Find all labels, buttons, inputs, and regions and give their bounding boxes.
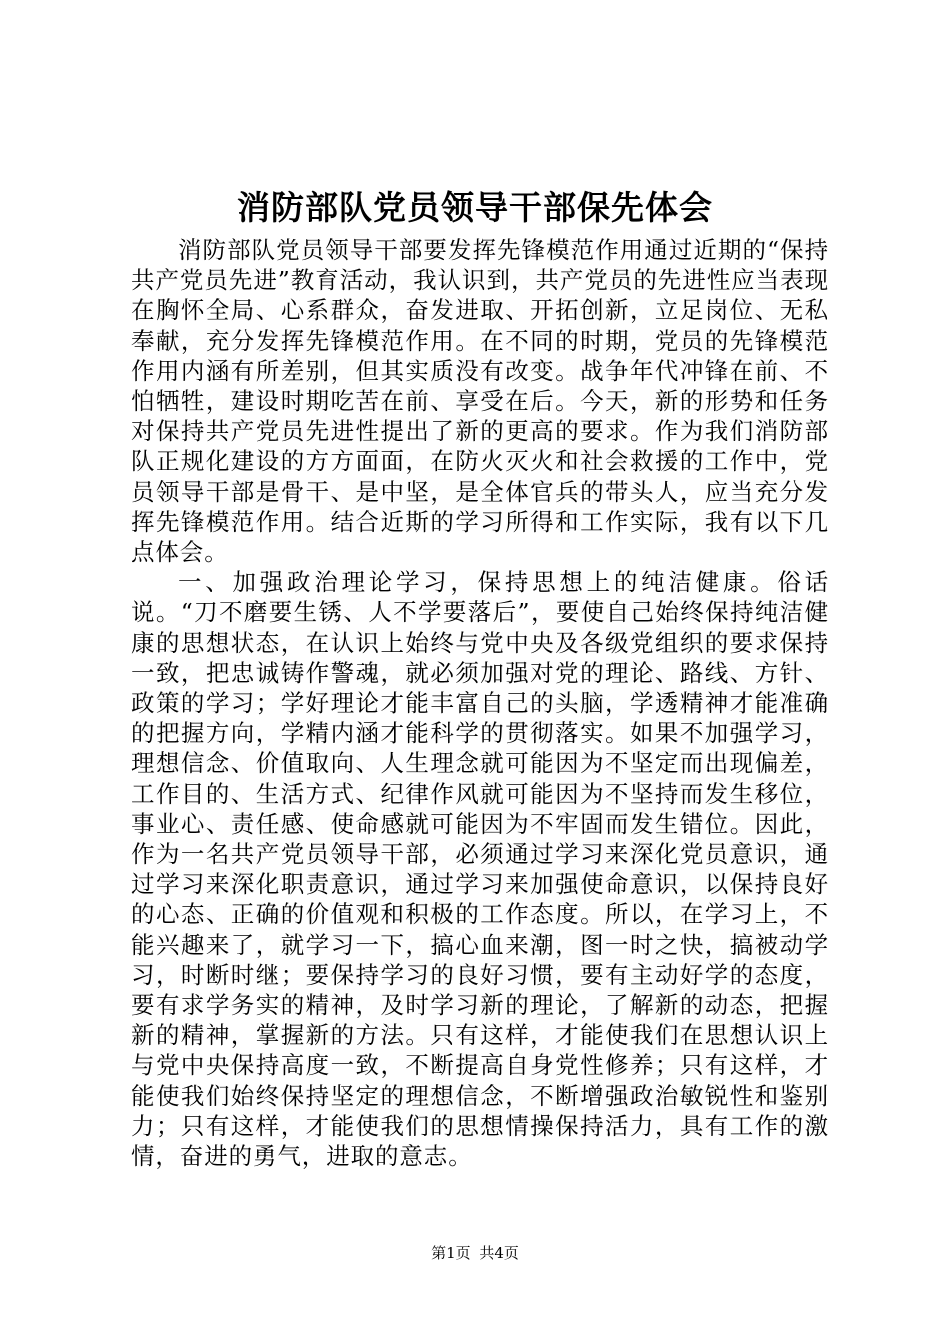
page-number-current: 第1页 <box>431 1244 471 1262</box>
page-number-total: 共4页 <box>479 1244 519 1262</box>
paragraph-section-one: 一、加强政治理论学习，保持思想上的纯洁健康。俗话说。“刀不磨要生锈、人不学要落后”，要使自己始终保持纯洁健康的思想状态，在认识上始终与党中央及各级党组织的要求保持一致，把忠诚铸作警魂，就必须加强对党的理论、路线、方针、政策的学习；学好理论才能丰富自己的头脑，学透精神才能准确的把握方向，学精内涵才能科学的贯彻落实。如果不加强学习，理想信念、价值取向、人生理念就可能因为不坚定而出现偏差，工作目的、生活方式、纪律作风就可能因为不坚持而发生移位，事业心、责任感、使命感就可能因为不牢固而发生错位。因此，作为一名共产党员领导干部，必须通过学习来深化党员意识，通过学习来深化职责意识，通过学习来加强使命意识，以保持良好的心态、正确的价值观和积极的工作态度。所以，在学习上，不能兴趣来了，就学习一下，搞心血来潮，图一时之快，搞被动学习，时断时继；要保持学习的良好习惯，要有主动好学的态度，要有求学务实的精神，及时学习新的理论，了解新的动态，把握新的精神，掌握新的方法。只有这样，才能使我们在思想认识上与党中央保持高度一致，不断提高自身党性修养；只有这样，才能使我们始终保持坚定的理想信念，不断增强政治敏锐性和鉴别力；只有这样，才能使我们的思想情操保持活力，具有工作的激情，奋进的勇气，进取的意志。 <box>131 568 829 1171</box>
document-title: 消防部队党员领导干部保先体会 <box>237 188 713 227</box>
paragraph-intro: 消防部队党员领导干部要发挥先锋模范作用通过近期的“保持共产党员先进”教育活动，我认识到，共产党员的先进性应当表现在胸怀全局、心系群众，奋发进取、开拓创新，立足岗位、无私奉献，充分发挥先锋模范作用。在不同的时期，党员的先锋模范作用内涵有所差别，但其实质没有改变。战争年代冲锋在前、不怕牺牲，建设时期吃苦在前、享受在后。今天，新的形势和任务对保持共产党员先进性提出了新的更高的要求。作为我们消防部队正规化建设的方方面面，在防火灭火和社会救援的工作中，党员领导干部是骨干、是中坚，是全体官兵的带头人，应当充分发挥先锋模范作用。结合近斯的学习所得和工作实际，我有以下几点体会。 <box>131 236 829 567</box>
page-footer <box>0 1243 950 1263</box>
document-body <box>131 235 829 1171</box>
